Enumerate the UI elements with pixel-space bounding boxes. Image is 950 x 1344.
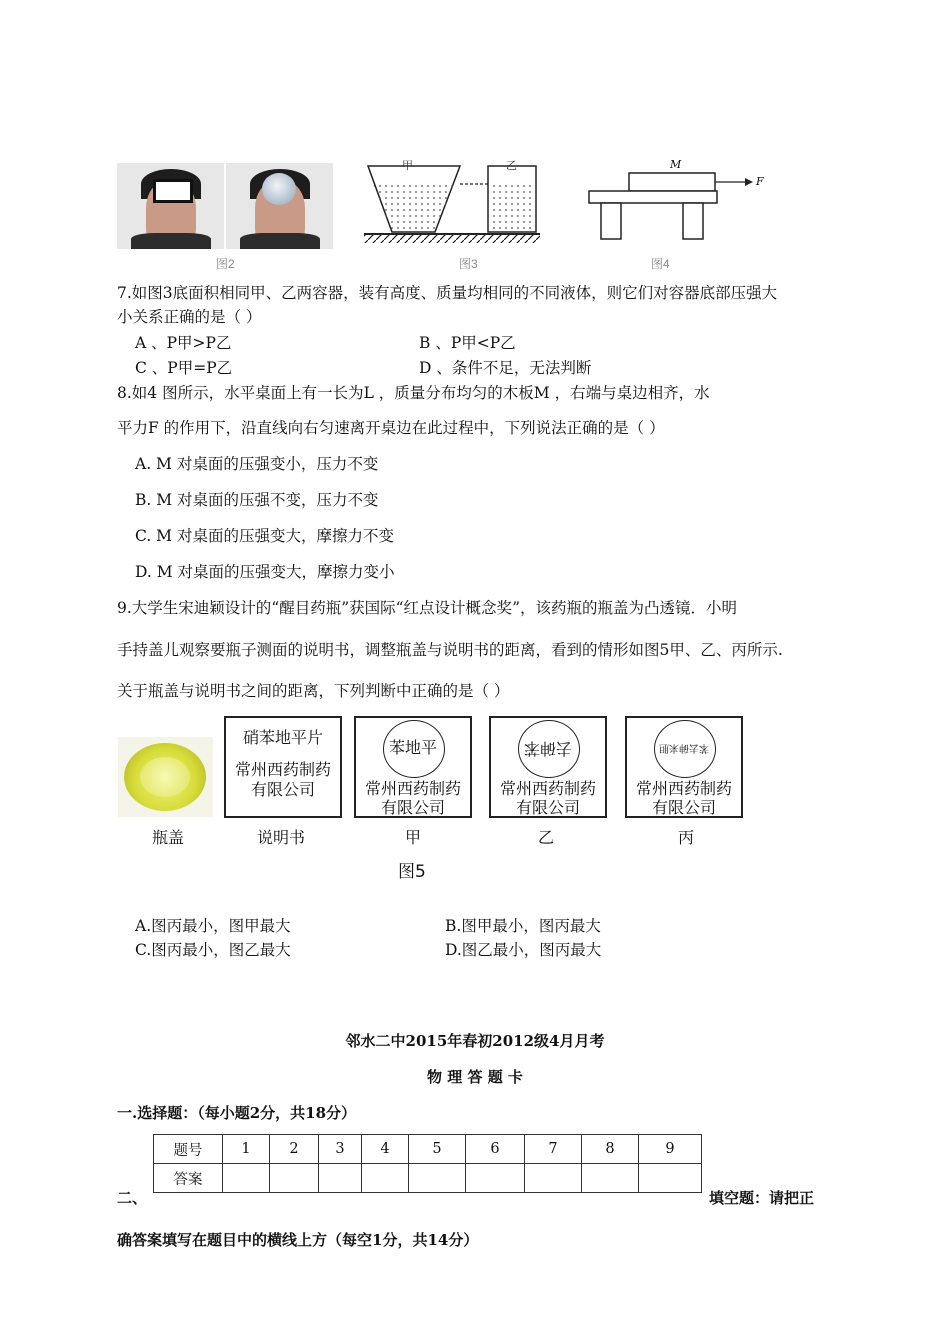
section2-heading-tail: 填空题：请把正 [709, 1189, 815, 1207]
phone-image [153, 179, 193, 203]
q9-stem-line2: 手持盖儿观察要瓶子测面的说明书，调整瓶盖与说明书的距离，看到的情形如图5甲、乙、丙所示. [117, 641, 783, 659]
grid-answer-row [154, 1164, 702, 1193]
grid-answer-cell[interactable] [362, 1164, 409, 1193]
jia-company-line1: 常州西药制药 [364, 779, 461, 798]
grid-num-6: 6 [466, 1135, 525, 1164]
q7-option-c: C 、P甲=P乙 [135, 359, 233, 377]
bing-circle-text: 苯去砷来胆 [659, 742, 709, 753]
section1-heading: 一.选择题：（每小题2分，共18分） [117, 1104, 357, 1122]
grid-answer-cell[interactable] [639, 1164, 702, 1193]
figure-4-force-label: F [756, 175, 764, 188]
q9-stem-line3: 关于瓶盖与说明书之间的距离，下列判断中正确的是（ ） [117, 682, 510, 700]
q9-option-b: B.图甲最小，图丙最大 [445, 917, 601, 935]
q8-stem-line2: 平力F 的作用下，沿直线向右匀速离开桌边在此过程中，下列说法正确的是（ ） [117, 419, 665, 437]
q9-option-c: C.图丙最小，图乙最大 [135, 941, 291, 959]
grid-answer-cell[interactable] [409, 1164, 466, 1193]
grid-number-row [154, 1135, 702, 1164]
figure-2-label: 图2 [216, 257, 235, 271]
lens-image [262, 173, 296, 205]
bottle-cap-photo [118, 737, 213, 817]
q8-option-b: B. M 对桌面的压强不变，压力不变 [135, 491, 379, 509]
q7-option-b: B 、P甲<P乙 [419, 334, 516, 352]
grid-num-1: 1 [223, 1135, 270, 1164]
fig5-jia-box [354, 716, 472, 818]
fig5-jia-label: 甲 [405, 828, 422, 847]
grid-answer-cell[interactable] [319, 1164, 362, 1193]
q8-option-d: D. M 对桌面的压强变大，摩擦力变小 [135, 563, 395, 581]
figure-3-yi-label: 乙 [506, 160, 517, 172]
fig5-bing-box [625, 716, 743, 818]
grid-answer-cell[interactable] [270, 1164, 319, 1193]
fig5-cap-label: 瓶盖 [152, 828, 185, 847]
bing-company-line1: 常州西药制药 [635, 779, 732, 798]
answer-grid [153, 1134, 702, 1193]
grid-num-9: 9 [639, 1135, 702, 1164]
q8-stem-line1: 8.如4 图所示，水平桌面上有一长为L ，质量分布均匀的木板M ，右端与桌边相齐，水 [117, 384, 710, 402]
figure-3-diagram [360, 160, 546, 256]
grid-header-answer: 答案 [154, 1164, 223, 1193]
fig5-manual-label: 说明书 [257, 828, 306, 847]
jia-circle-text: 苯地平 [388, 738, 437, 757]
manual-company-line1: 常州西药制药 [234, 760, 331, 779]
grid-answer-cell[interactable] [582, 1164, 639, 1193]
figure-4-diagram [585, 165, 770, 247]
section2-heading-line2: 确答案填写在题目中的横线上方（每空1分，共14分） [117, 1231, 479, 1249]
figure-3-label: 图3 [459, 257, 478, 271]
grid-num-8: 8 [582, 1135, 639, 1164]
fig5-manual-box [224, 716, 342, 818]
q7-option-d: D 、条件不足，无法判断 [419, 359, 592, 377]
figure-2-photo-right [226, 163, 333, 249]
figure-2-photo-left [117, 163, 224, 249]
q8-option-a: A. M 对桌面的压强变小，压力不变 [135, 455, 379, 473]
answer-card-title: 物 理 答 题 卡 [427, 1068, 523, 1086]
fig5-yi-box [489, 716, 607, 818]
grid-answer-cell[interactable] [525, 1164, 582, 1193]
q7-stem-line2: 小关系正确的是（ ） [117, 308, 262, 326]
bing-company-line2: 有限公司 [651, 798, 716, 817]
section2-prefix: 二、 [117, 1189, 148, 1207]
grid-header-number: 题号 [154, 1135, 223, 1164]
q7-stem-line1: 7.如图3底面积相同甲、乙两容器，装有高度、质量均相同的不同液体，则它们对容器底部压强大 [117, 284, 778, 302]
grid-num-2: 2 [270, 1135, 319, 1164]
q9-option-d: D.图乙最小，图丙最大 [445, 941, 602, 959]
q8-option-c: C. M 对桌面的压强变大，摩擦力不变 [135, 527, 394, 545]
figure-4-label: 图4 [651, 257, 670, 271]
q7-option-a: A 、P甲>P乙 [135, 334, 232, 352]
answer-card-school-title: 邻水二中2015年春初2012级4月月考 [345, 1032, 605, 1050]
grid-num-5: 5 [409, 1135, 466, 1164]
grid-num-3: 3 [319, 1135, 362, 1164]
grid-answer-cell[interactable] [466, 1164, 525, 1193]
grid-answer-cell[interactable] [223, 1164, 270, 1193]
yi-company-line1: 常州西药制药 [499, 779, 596, 798]
manual-title: 硝苯地平片 [242, 728, 323, 747]
manual-company-line2: 有限公司 [250, 780, 315, 799]
jia-company-line2: 有限公司 [380, 798, 445, 817]
fig5-caption: 图5 [398, 862, 426, 882]
yi-circle-text: 去砷苯 [524, 739, 573, 758]
yi-company-line2: 有限公司 [515, 798, 580, 817]
fig5-yi-label: 乙 [538, 828, 555, 847]
figure-4-mass-label: M [670, 158, 682, 171]
q9-option-a: A.图丙最小，图甲最大 [135, 917, 291, 935]
q9-stem-line1: 9.大学生宋迪颖设计的“醒目药瓶”获国际“红点设计概念奖”，该药瓶的瓶盖为凸透镜．小明 [117, 599, 737, 617]
figure-3-jia-label: 甲 [402, 160, 413, 172]
fig5-bing-label: 丙 [678, 828, 695, 847]
grid-num-4: 4 [362, 1135, 409, 1164]
grid-num-7: 7 [525, 1135, 582, 1164]
